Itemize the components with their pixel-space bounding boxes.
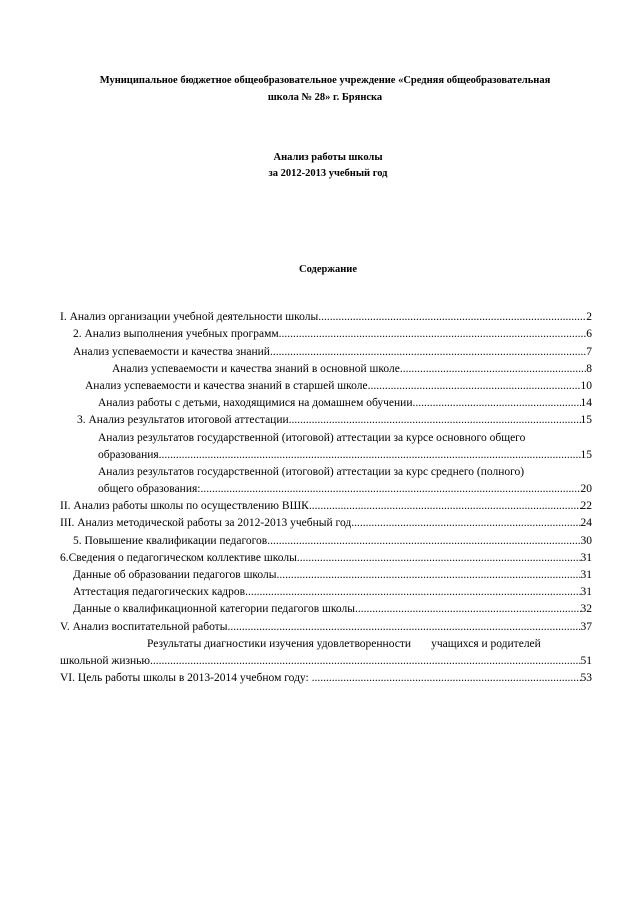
organization-line-1: Муниципальное бюджетное общеобразовательное учреждение «Средняя общеобразовательная [99,75,551,86]
toc-leader [318,311,586,323]
organization-header [60,72,590,106]
toc-leader [270,346,586,358]
toc-entry-page: 6 [586,328,592,341]
toc-leader [368,380,581,392]
toc-leader [200,483,580,495]
toc-entry [60,426,592,443]
toc-entry [60,392,592,409]
toc-entry [60,650,592,667]
toc-entry-page: 8 [586,362,592,375]
toc-leader [289,414,581,426]
toc-entry-page: 31 [580,551,592,564]
toc-leader [351,517,580,529]
toc-entry [60,547,592,564]
toc-entry-page: 53 [580,672,592,685]
toc-entry-text: общего образования: [98,483,201,496]
toc-entry-text: III. Анализ методической работы за 2012-2013 учебный год [60,517,352,530]
table-of-contents [60,306,592,684]
toc-entry-text: Анализ успеваемости и качества знаний [73,345,270,358]
toc-entry-page: 51 [580,654,592,667]
toc-entry-page: 10 [580,379,592,392]
toc-entry [60,478,592,495]
toc-entry-text: Данные об образовании педагогов школы [73,569,277,581]
toc-entry-page: 31 [580,586,592,599]
toc-entry [60,615,592,632]
toc-entry [60,340,592,357]
toc-leader [355,603,581,615]
toc-leader [412,397,580,409]
toc-leader [279,328,587,340]
toc-entry [60,633,592,650]
toc-leader [277,569,581,581]
toc-entry-text: I. Анализ организации учебной деятельности школы [60,311,319,324]
toc-entry-text: II. Анализ работы школы по осуществлению ВШК [60,500,309,513]
toc-leader [267,535,580,547]
toc-entry-text: Аттестация педагогических кадров [73,586,246,599]
organization-line-2: школа № 28» г. Брянска [267,92,383,103]
toc-entry-text: 5. Повышение квалификации педагогов [73,534,268,547]
toc-entry-page: 30 [580,534,592,547]
toc-entry-text: Анализ работы с детьми, находящимися на домашнем обучении [98,397,413,410]
toc-leader [245,586,580,598]
toc-entry [60,323,592,340]
toc-entry [60,529,592,546]
toc-entry [60,667,592,684]
toc-entry-page: 15 [580,448,592,461]
toc-leader [309,500,581,512]
toc-entry-page: 15 [580,414,592,427]
toc-leader [297,552,581,564]
title-line-2: за 2012-2013 учебный год [268,168,388,179]
toc-entry-text: V. Анализ воспитательной работы [60,620,228,633]
toc-entry [60,461,592,478]
toc-entry-text: Результаты диагностики изучения удовлетворенности учащихся и родителей [147,637,541,650]
contents-heading: Содержание [299,264,357,275]
toc-entry-text: Данные о квалификационной категории педагогов школы [73,603,355,616]
toc-entry-page: 20 [580,483,592,496]
toc-entry-text: VI. Цель работы школы в 2013-2014 учебном году: [60,672,312,685]
toc-leader [312,672,581,684]
toc-entry [60,598,592,615]
toc-entry-page: 14 [580,397,592,410]
toc-entry-text: Анализ результатов государственной (итоговой) аттестации за курс среднего (полного) [98,465,525,478]
toc-entry-text: 3. Анализ результатов итоговой аттестации [77,414,289,427]
toc-entry-text: 6.Сведения о педагогическом коллективе школы [60,551,297,564]
toc-leader [227,621,580,633]
toc-entry-text: Анализ успеваемости и качества знаний в старшей школе [85,379,368,392]
toc-entry [60,306,592,323]
toc-entry-text: образования [98,448,159,461]
toc-entry [60,581,592,598]
toc-leader [400,363,586,375]
toc-entry [60,375,592,392]
toc-entry-page: 32 [580,603,592,616]
toc-entry-page: 7 [586,345,592,358]
toc-leader [159,449,581,461]
toc-entry-page: 31 [580,569,592,581]
toc-entry [60,444,592,461]
title-line-1: Анализ работы школы [273,152,383,163]
toc-entry-text: 2. Анализ выполнения учебных программ [73,328,279,341]
toc-entry [60,495,592,512]
toc-entry [60,512,592,529]
toc-entry-page: 37 [580,620,592,633]
toc-leader [150,655,580,667]
toc-entry-page: 2 [586,311,592,324]
toc-entry-text: Анализ результатов государственной (итоговой) аттестации за курсе основного общего [98,431,526,444]
document-title [60,150,596,182]
toc-entry-page: 22 [580,500,592,513]
toc-entry [60,564,592,581]
toc-entry-text: Анализ успеваемости и качества знаний в основной школе [112,362,400,375]
toc-entry [60,358,592,375]
toc-entry-page: 24 [580,517,592,530]
toc-entry-text: школьной жизнью [60,654,151,667]
toc-entry [60,409,592,426]
